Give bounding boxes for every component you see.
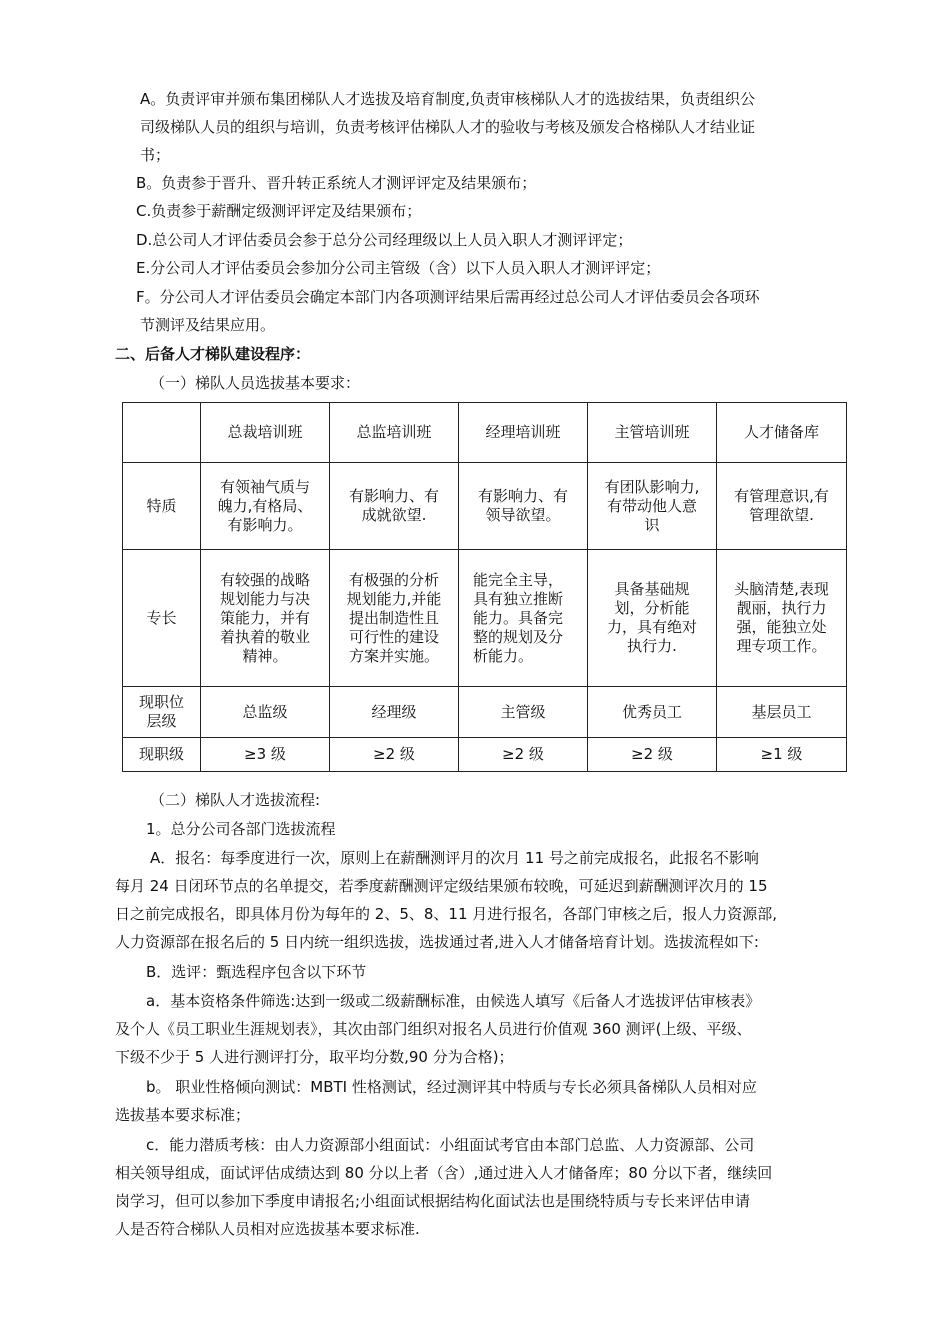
item-d: D.总公司人才评估委员会参于总分公司经理级以上人员入职人才测评评定；	[136, 231, 633, 249]
table-cell: 有极强的分析 规划能力,并能 提出制造性且 可行性的建设 方案并实施。	[330, 550, 459, 687]
para-bb-line2: 选拔基本要求标准；	[115, 1106, 251, 1124]
table-cell: 有较强的战略 规划能力与决 策能力，并有 着执着的敬业 精神。	[201, 550, 330, 687]
table-cell: 有影响力、有 领导欲望。	[459, 463, 588, 550]
table-cell: 主管级	[459, 687, 588, 738]
table-header-cell: 人才储备库	[717, 403, 847, 463]
para-bc-line3: 岗学习，但可以参加下季度申请报名;小组面试根据结构化面试法也是围绕特质与专长来评估申请	[115, 1192, 751, 1210]
table-cell: 总监级	[201, 687, 330, 738]
row-label: 特质	[123, 463, 201, 550]
table-header-cell: 主管培训班	[588, 403, 717, 463]
item-a-line1: A。负责评审并颁布集团梯队人才选拔及培育制度,负责审核梯队人才的选拔结果，负责组织公	[140, 90, 756, 108]
para-ba-line1: a．基本资格条件筛选:达到一级或二级薪酬标准，由候选人填写《后备人才选拔评估审核表》	[146, 992, 761, 1010]
table-cell: ≥3 级	[201, 738, 330, 772]
table-cell: 有团队影响力, 有带动他人意 识	[588, 463, 717, 550]
table-row-grade	[123, 738, 847, 772]
para-ba-line3: 下级不少于 5 人进行测评打分，取平均分数,90 分为合格)；	[115, 1048, 514, 1066]
table-cell: 有领袖气质与 魄力,有格局、 有影响力。	[201, 463, 330, 550]
table-row-expertise	[123, 550, 847, 687]
para-bc-line2: 相关领导组成，面试评估成绩达到 80 分以上者（含）,通过进入人才储备库；80 分以下者，继续回	[115, 1164, 773, 1182]
para-a-line4: 人力资源部在报名后的 5 日内统一组织选拔，选拔通过者,进入人才储备培育计划。选拔流程如下:	[115, 933, 759, 951]
requirements-table	[122, 402, 847, 772]
table-cell: 头脑清楚,表现 靓丽，执行力 强，能独立处 理专项工作。	[717, 550, 847, 687]
table-cell: 优秀员工	[588, 687, 717, 738]
subheading-2: （二）梯队人才选拔流程:	[150, 791, 321, 809]
step-1-title: 1。总分公司各部门选拔流程	[146, 820, 336, 838]
row-label: 现职位 层级	[123, 687, 201, 738]
item-c: C.负责参于薪酬定级测评评定及结果颁布；	[136, 202, 422, 220]
table-cell: ≥1 级	[717, 738, 847, 772]
table-cell: 基层员工	[717, 687, 847, 738]
item-e: E.分公司人才评估委员会参加分公司主管级（含）以下人员入职人才测评评定；	[136, 259, 661, 277]
item-f-line2: 节测评及结果应用。	[140, 316, 276, 334]
para-ba-line2: 及个人《员工职业生涯规划表》，其次由部门组织对报名人员进行价值观 360 测评(上级、平级、	[115, 1020, 752, 1038]
item-b: B。负责参于晋升、晋升转正系统人才测评评定及结果颁布；	[136, 174, 537, 192]
item-a-line2: 司级梯队人员的组织与培训，负责考核评估梯队人才的验收与考核及颁发合格梯队人才结业证	[140, 118, 756, 136]
table-header-cell: 总监培训班	[330, 403, 459, 463]
item-a-line3: 书；	[140, 146, 171, 164]
table-row-position-level	[123, 687, 847, 738]
table-cell: ≥2 级	[588, 738, 717, 772]
para-a-line3: 日之前完成报名，即具体月份为每年的 2、5、8、11 月进行报名，各部门审核之后，报人力资源部,	[115, 905, 778, 923]
table-header-cell: 经理培训班	[459, 403, 588, 463]
table-cell: 能完全主导， 具有独立推断 能力。具备完 整的规划及分 析能力。	[459, 550, 588, 687]
table-header-row	[123, 403, 847, 463]
table-header-cell	[123, 403, 201, 463]
para-bc-line1: c．能力潜质考核：由人力资源部小组面试：小组面试考官由本部门总监、人力资源部、公司	[146, 1136, 755, 1154]
table-cell: ≥2 级	[330, 738, 459, 772]
para-bc-line4: 人是否符合梯队人员相对应选拔基本要求标准.	[115, 1220, 420, 1238]
table-cell: 具备基础规 划，分析能 力，具有绝对 执行力.	[588, 550, 717, 687]
section-heading: 二、后备人才梯队建设程序：	[115, 345, 311, 363]
row-label: 现职级	[123, 738, 201, 772]
para-a-line1: A．报名：每季度进行一次，原则上在薪酬测评月的次月 11 号之前完成报名，此报名不影响	[150, 849, 759, 867]
para-bb-line1: b。 职业性格倾向测试：MBTI 性格测试，经过测评其中特质与专长必须具备梯队人员相对应	[146, 1078, 757, 1096]
table-header-cell: 总裁培训班	[201, 403, 330, 463]
table-cell: 经理级	[330, 687, 459, 738]
table-cell: 有影响力、有 成就欲望.	[330, 463, 459, 550]
table-row-traits	[123, 463, 847, 550]
para-a-line2: 每月 24 日闭环节点的名单提交，若季度薪酬测评定级结果颁布较晚，可延迟到薪酬测评次月的 15	[115, 877, 768, 895]
subheading-1: （一）梯队人员选拔基本要求：	[150, 374, 361, 392]
para-b: B．选评：甄选程序包含以下环节	[146, 963, 367, 981]
table-cell: ≥2 级	[459, 738, 588, 772]
table-cell: 有管理意识,有 管理欲望.	[717, 463, 847, 550]
row-label: 专长	[123, 550, 201, 687]
item-f-line1: F。分公司人才评估委员会确定本部门内各项测评结果后需再经过总公司人才评估委员会各项环	[136, 288, 760, 306]
